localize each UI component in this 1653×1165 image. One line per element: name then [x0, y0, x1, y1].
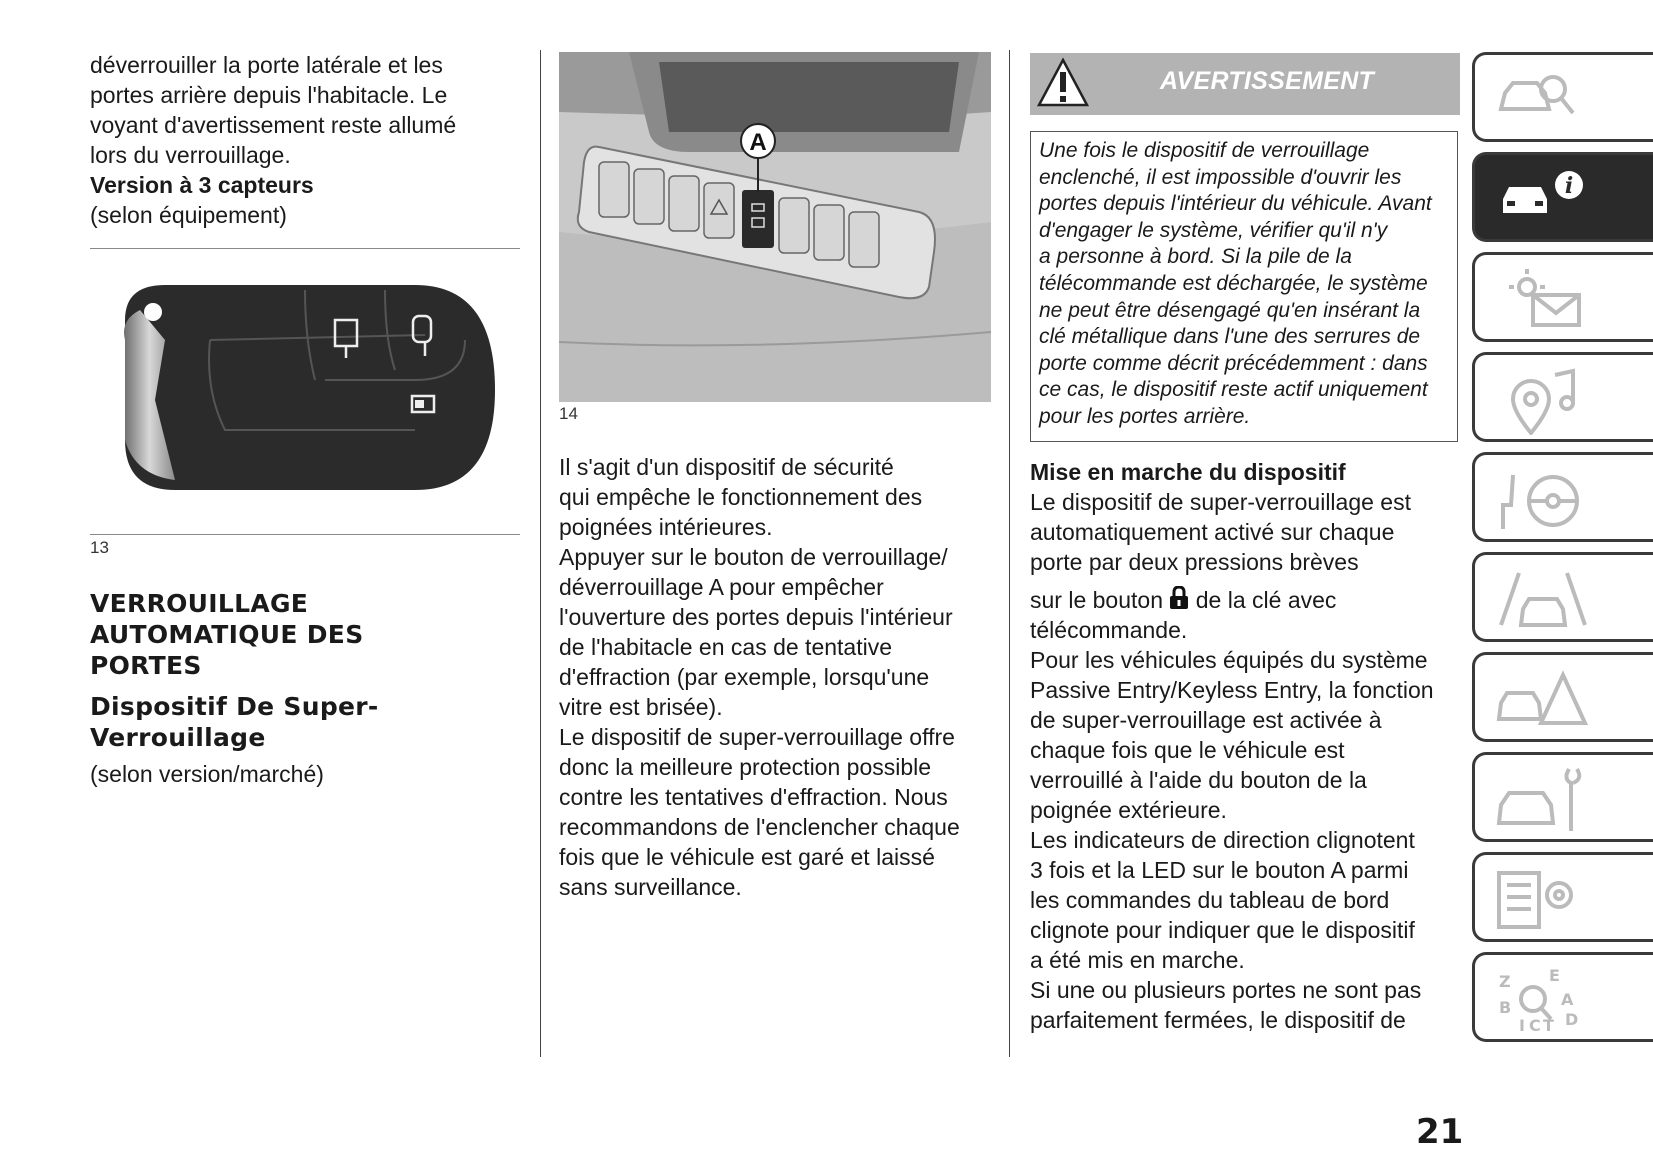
svg-text:T: T — [1543, 1016, 1554, 1035]
text-line: qui empêche le fonctionnement des — [559, 484, 923, 510]
callout-label: A — [749, 129, 767, 156]
warning-box — [1030, 131, 1458, 442]
text-line: parfaitement fermées, le dispositif de — [1030, 1007, 1406, 1033]
svg-text:D: D — [1565, 1010, 1579, 1029]
heading-line: Verrouillage — [90, 723, 266, 752]
svg-text:E: E — [1549, 966, 1560, 985]
warning-header — [1030, 53, 1460, 115]
text-line: Le dispositif de super-verrouillage offre — [559, 724, 955, 750]
warning-text — [1039, 138, 1449, 431]
text-line: voyant d'avertissement reste allumé — [90, 112, 457, 138]
column-1 — [90, 50, 520, 230]
text-line: fois que le véhicule est garé et laissé — [559, 844, 935, 870]
divider — [90, 534, 520, 535]
text-line: sur le bouton — [1030, 587, 1170, 613]
text-line: donc la meilleure protection possible — [559, 754, 932, 780]
text-line: porte comme décrit précédemment : dans — [1039, 351, 1428, 375]
text-line: poignée extérieure. — [1030, 797, 1227, 823]
column-3-text — [1030, 457, 1460, 1035]
tab-seat-steering[interactable] — [1472, 452, 1653, 542]
text-line: ce cas, le dispositif reste actif uniquement — [1039, 378, 1428, 402]
text-line: verrouillé à l'aide du bouton de la — [1030, 767, 1367, 793]
heading-line: VERROUILLAGE — [90, 589, 309, 618]
car-lane-icon — [1493, 565, 1593, 635]
text-line: vitre est brisée). — [559, 694, 723, 720]
text-line: télécommande est déchargée, le système — [1039, 271, 1428, 295]
text-line: Appuyer sur le bouton de verrouillage/ — [559, 544, 948, 570]
column-separator — [1009, 50, 1010, 1057]
text-line: Il s'agit d'un dispositif de sécurité — [559, 454, 894, 480]
version-note: (selon équipement) — [90, 202, 287, 228]
section-heading — [90, 588, 520, 681]
paragraph — [1030, 487, 1460, 577]
subsection-note: (selon version/marché) — [90, 761, 324, 787]
section-heading-block — [90, 588, 520, 789]
svg-text:A: A — [1561, 990, 1574, 1009]
tab-specifications[interactable] — [1472, 852, 1653, 942]
text-line: lors du verrouillage. — [90, 142, 291, 168]
text-line: a personne à bord. Si la pile de la — [1039, 245, 1352, 269]
text-line: d'effraction (par exemple, lorsqu'une — [559, 664, 930, 690]
paragraph — [1030, 615, 1460, 1035]
text-line: recommandons de l'enclencher chaque — [559, 814, 960, 840]
tab-emergency[interactable] — [1472, 652, 1653, 742]
text-line: sans surveillance. — [559, 874, 742, 900]
heading-line: AUTOMATIQUE DES — [90, 620, 364, 649]
text-line: télécommande. — [1030, 617, 1188, 643]
warning-light-envelope-icon — [1493, 265, 1593, 335]
divider — [90, 248, 520, 249]
tab-driving-safety[interactable] — [1472, 552, 1653, 642]
text-line: Le dispositif de super-verrouillage est — [1030, 489, 1411, 515]
seat-steering-wheel-icon — [1493, 465, 1593, 535]
column-separator — [540, 50, 541, 1057]
alphabetical-index-icon — [1493, 965, 1593, 1035]
svg-text:C: C — [1529, 1016, 1541, 1035]
tab-audio-navigation[interactable] — [1472, 352, 1653, 442]
text-line: contre les tentatives d'effraction. Nous — [559, 784, 948, 810]
text-line: clé métallique dans l'une des serrures de — [1039, 325, 1421, 349]
text-line: Une fois le dispositif de verrouillage — [1039, 139, 1370, 162]
svg-text:B: B — [1499, 998, 1512, 1017]
text-line: d'engager le système, vérifier qu'il n'y — [1039, 218, 1388, 242]
tab-warning-lights[interactable] — [1472, 252, 1653, 342]
tab-maintenance[interactable] — [1472, 752, 1653, 842]
text-line: portes arrière depuis l'habitacle. Le — [90, 82, 448, 108]
inline-icon-line — [1030, 585, 1460, 615]
heading-line: Dispositif De Super- — [90, 692, 379, 721]
text-line: de la clé avec — [1189, 587, 1337, 613]
car-search-icon — [1493, 65, 1583, 129]
text-line: de l'habitacle en cas de tentative — [559, 634, 893, 660]
car-hazard-icon — [1493, 665, 1593, 735]
tab-index[interactable] — [1472, 952, 1653, 1042]
heading-line: PORTES — [90, 651, 202, 680]
text-line: chaque fois que le véhicule est — [1030, 737, 1345, 763]
warning-triangle-icon — [1036, 57, 1090, 109]
spec-list-gear-icon — [1493, 865, 1593, 935]
padlock-icon — [1169, 586, 1189, 610]
figure-label: 13 — [90, 538, 109, 557]
version-title: Version à 3 capteurs — [90, 172, 314, 198]
text-line: 3 fois et la LED sur le bouton A parmi — [1030, 857, 1409, 883]
text-line: de super-verrouillage est activée à — [1030, 707, 1382, 733]
text-line: Les indicateurs de direction clignotent — [1030, 827, 1415, 853]
text-line: portes depuis l'intérieur du véhicule. Avant — [1039, 192, 1432, 216]
text-line: pour les portes arrière. — [1039, 404, 1251, 428]
text-line: Pour les véhicules équipés du système — [1030, 647, 1428, 673]
column-2-text — [559, 452, 999, 902]
dashboard-switch-photo — [559, 52, 991, 402]
page-number: 21 — [1416, 1112, 1464, 1152]
text-line: clignote pour indiquer que le dispositif — [1030, 917, 1415, 943]
intro-text — [90, 50, 520, 170]
warning-title: AVERTISSEMENT — [1160, 67, 1375, 95]
section-title: Mise en marche du dispositif — [1030, 459, 1346, 485]
car-wrench-icon — [1493, 765, 1593, 835]
text-line: enclenché, il est impossible d'ouvrir les — [1039, 165, 1402, 189]
figure-label: 14 — [559, 404, 578, 423]
text-line: Passive Entry/Keyless Entry, la fonction — [1030, 677, 1434, 703]
text-line: poignées intérieures. — [559, 514, 773, 540]
svg-text:I: I — [1519, 1016, 1525, 1035]
text-line: a été mis en marche. — [1030, 947, 1245, 973]
car-info-icon — [1493, 165, 1593, 229]
text-line: Si une ou plusieurs portes ne sont pas — [1030, 977, 1422, 1003]
text-line: déverrouillage A pour empêcher — [559, 574, 884, 600]
text-line: ne peut être désengagé qu'en insérant la — [1039, 298, 1421, 322]
tab-car-search[interactable] — [1472, 52, 1653, 142]
paragraph — [559, 452, 999, 902]
text-line: l'ouverture des portes depuis l'intérieur — [559, 604, 953, 630]
text-line: déverrouiller la porte latérale et les — [90, 52, 443, 78]
text-line: porte par deux pressions brèves — [1030, 549, 1359, 575]
tab-car-info[interactable] — [1472, 152, 1653, 242]
lock-button-highlight — [742, 190, 774, 248]
text-line: automatiquement activé sur chaque — [1030, 519, 1395, 545]
svg-text:Z: Z — [1499, 972, 1511, 991]
subsection-heading — [90, 691, 520, 753]
key-fob-illustration — [115, 280, 500, 495]
svg-text:i: i — [1564, 173, 1574, 199]
text-line: les commandes du tableau de bord — [1030, 887, 1390, 913]
audio-navigation-icon — [1493, 365, 1593, 435]
